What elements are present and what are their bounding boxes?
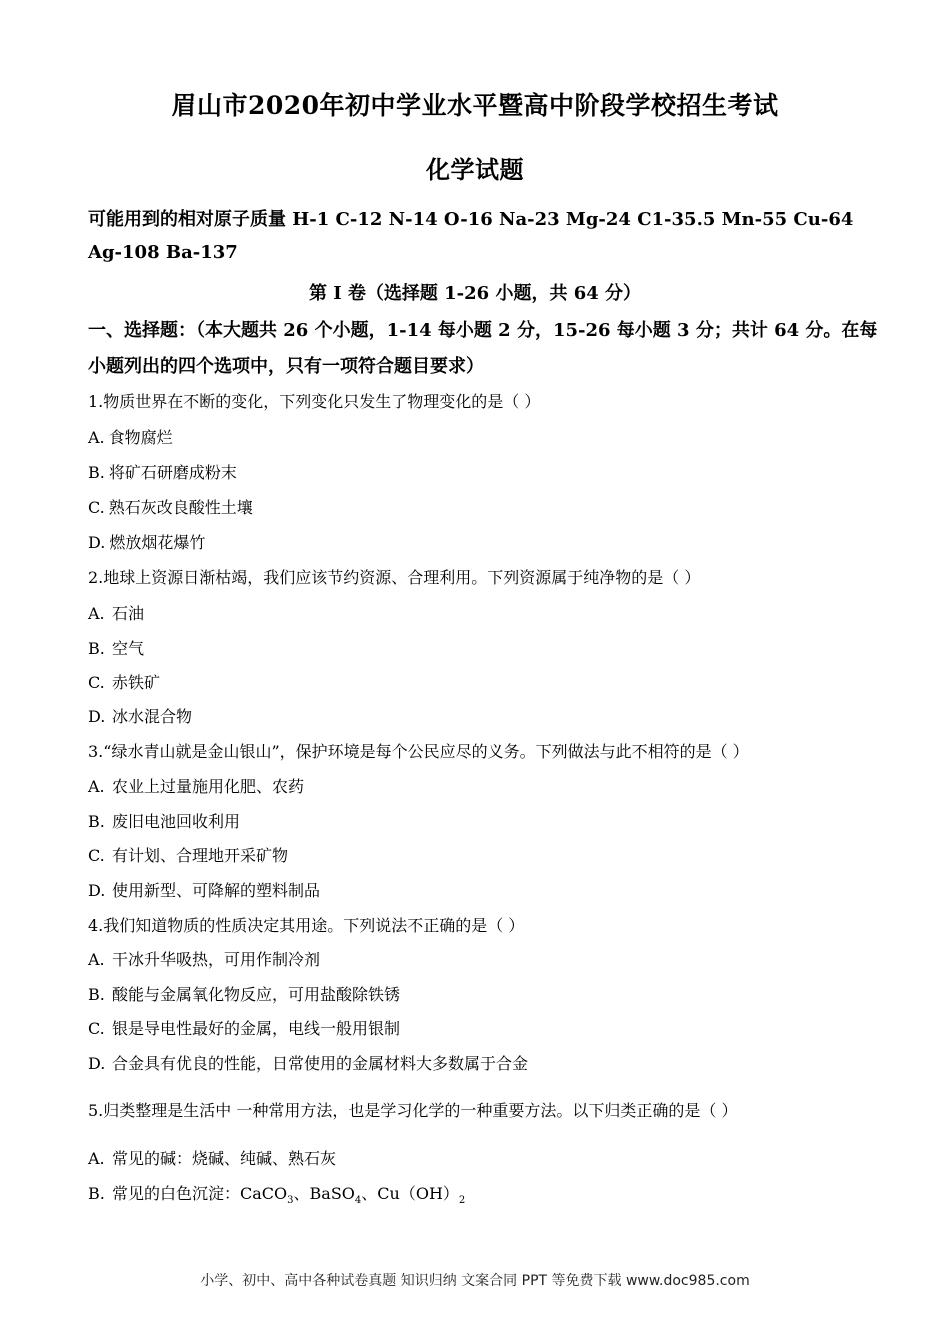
option-letter: B. [88,463,105,482]
option-text: 废旧电池回收利用 [112,812,241,831]
option-text: 燃放烟花爆竹 [109,533,206,552]
subscript: 4 [354,1195,362,1207]
formula-mid: 、BaSO [293,1184,355,1203]
subscript: 2 [458,1195,466,1207]
option-text: 合金具有优良的性能，日常使用的金属材料大多数属于合金 [112,1054,529,1073]
formula-mid: 、Cu（OH） [361,1184,459,1203]
option-text: 农业上过量施用化肥、农药 [112,777,305,796]
section-heading-line-2: 小题列出的四个选项中，只有一项符合题目要求） [88,356,484,377]
option-letter: C. [88,846,105,865]
question-2-stem: 2.地球上资源日渐枯竭，我们应该节约资源、合理利用。下列资源属于纯净物的是（ ） [88,568,701,587]
question-4-option-c [88,1016,400,1039]
atomic-masses-line-2: Ag-108 Ba-137 [88,242,238,263]
option-text: 酸能与金属氧化物反应，可用盐酸除铁锈 [112,985,401,1004]
option-text: 赤铁矿 [112,673,161,692]
option-text: 银是导电性最好的金属，电线一般用银制 [112,1019,401,1038]
option-letter: A. [88,777,105,796]
option-letter: A. [88,604,105,623]
exam-subtitle: 化学试题 [426,155,524,184]
option-letter: A. [88,1149,105,1168]
volume-heading: 第 I 卷（选择题 1-26 小题，共 64 分） [308,283,642,304]
option-text: 将矿石研磨成粉末 [108,463,237,482]
question-3-option-b [88,809,240,832]
option-text: 冰水混合物 [112,707,193,726]
option-letter: C. [88,1019,105,1038]
question-1-option-b [88,460,237,483]
option-text: 使用新型、可降解的塑料制品 [112,881,321,900]
page-footer: 小学、初中、高中各种试卷真题 知识归纳 文案合同 PPT 等免费下载 www.doc985.com [200,1273,750,1289]
option-letter: B. [88,812,105,831]
subscript: 3 [287,1195,294,1207]
question-3-stem: 3.“绿水青山就是金山银山”，保护环境是每个公民应尽的义务。下列做法与此不相符的是（ ） [88,742,749,761]
question-1-option-d [88,530,205,553]
option-text: 空气 [112,639,145,658]
question-3-option-c [88,843,288,866]
option-letter: D. [88,881,106,900]
section-heading-line-1: 一、选择题：（本大题共 26 个小题，1-14 每小题 2 分，15-26 每小题 3 分；共计 64 分。在每 [88,320,878,341]
option-letter: D. [88,533,106,552]
question-4-option-d [88,1051,528,1074]
option-text: 有计划、合理地开采矿物 [112,846,289,865]
option-letter: D. [88,1054,106,1073]
question-2-option-b [88,636,144,659]
atomic-masses-line-1: 可能用到的相对原子质量 H-1 C-12 N-14 O-16 Na-23 Mg-24 C1-35.5 Mn-55 Cu-64 [88,209,854,230]
question-1-option-c [88,495,253,518]
exam-title: 眉山市2020年初中学业水平暨高中阶段学校招生考试 [171,91,779,120]
question-4-stem: 4.我们知道物质的性质决定其用途。下列说法不正确的是（ ） [88,916,525,935]
option-letter: A. [88,950,105,969]
option-text: 石油 [112,604,145,623]
option-letter: B. [88,985,105,1004]
question-3-option-d [88,878,320,901]
option-letter: C. [88,498,105,517]
question-2-option-c [88,670,160,693]
question-1-stem: 1.物质世界在不断的变化，下列变化只发生了物理变化的是（ ） [88,392,541,411]
question-3-option-a [88,774,304,797]
option-text: 食物腐烂 [108,428,173,447]
option-text: 熟石灰改良酸性土壤 [108,498,253,517]
option-text: 干冰升华吸热，可用作制冷剂 [112,950,321,969]
option-text: 常见的碱：烧碱、纯碱、熟石灰 [112,1149,337,1168]
question-1-option-a [88,425,173,448]
question-2-option-d [88,704,192,727]
question-5-option-a [88,1146,336,1169]
option-letter: A. [88,428,105,447]
option-letter: C. [88,673,105,692]
option-letter: B. [88,639,105,658]
formula-prefix: 常见的白色沉淀：CaCO [112,1184,288,1203]
question-5-stem: 5.归类整理是生活中 一种常用方法，也是学习化学的一种重要方法。以下归类正确的是（ ） [88,1101,738,1120]
option-letter: B. [88,1184,105,1203]
option-letter: D. [88,707,106,726]
option-text [112,1184,466,1207]
question-2-option-a [88,601,144,624]
question-4-option-a [88,947,320,970]
question-5-option-b [88,1181,465,1206]
question-4-option-b [88,982,400,1005]
